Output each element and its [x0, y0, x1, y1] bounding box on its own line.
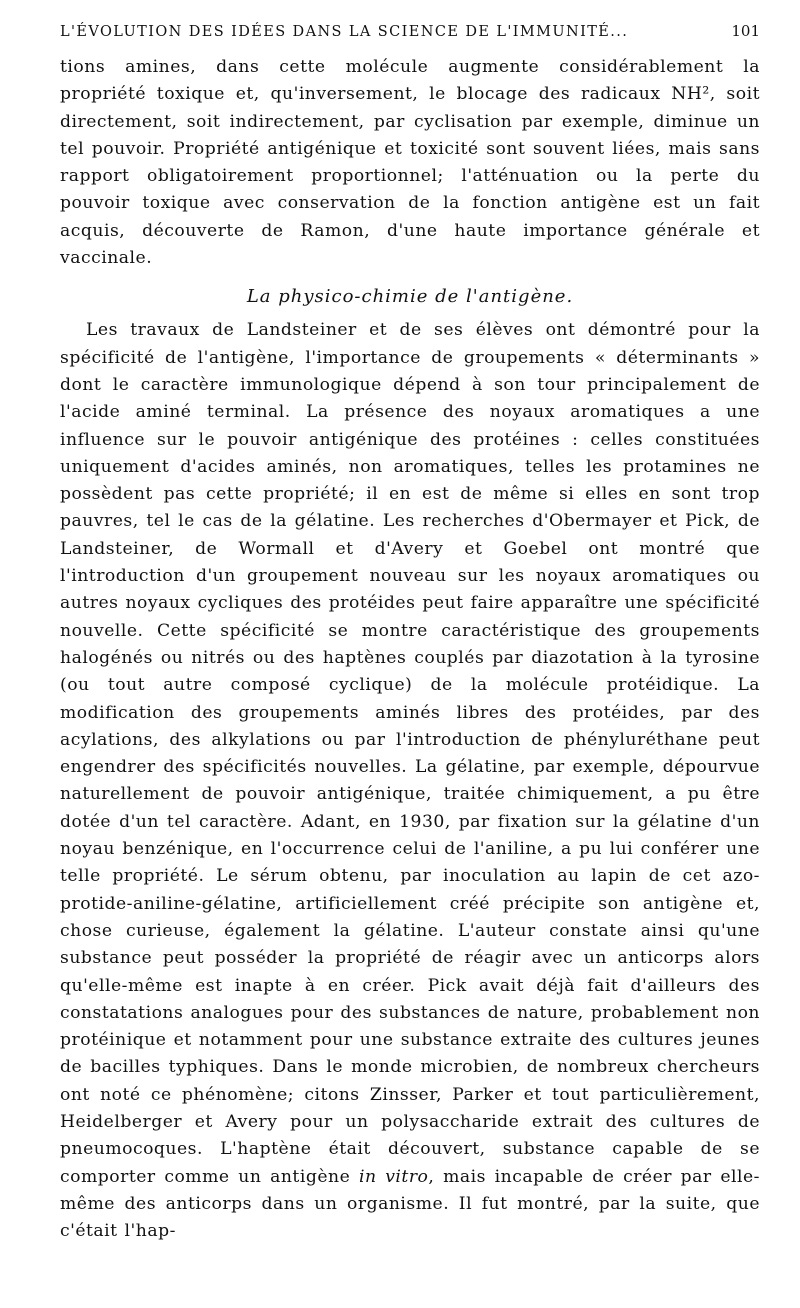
paragraph-main-text: Les travaux de Landsteiner et de ses élèves ont démontré pour la spécificité de l'antigène, l'importance de groupements « déterminants » dont le caractère immunologique dépend à son tour principalement de l'acide aminé terminal. La présence des noyaux aromatiques a une influence sur le pouvoir antigénique des protéines : celles constituées uniquement d'acides aminés, non aromatiques, telles les protamines ne possèdent pas cette propriété; il en est de même si elles en sont trop pauvres, tel le cas de la gélatine. Les recherches d'Obermayer et Pick, de Landsteiner, de Wormall et d'Avery et Goebel ont montré que l'introduction d'un groupement nouveau sur les noyaux aromatiques ou autres noyaux cycliques des protéides peut faire apparaître une spécificité nouvelle. Cette spécificité se montre caractéristique des groupements halogénés ou nitrés ou des haptènes couplés par diazotation à la tyrosine (ou tout autre composé cyclique) de la molécule protéidique. La modification des groupements aminés libres des protéides, par des acylations, des alkylations ou par l'introduction de phényluréthane peut engendrer des spécificités nouvelles. La gélatine, par exemple, dépourvue naturellement de pouvoir antigénique, traitée chimiquement, a pu être dotée d'un tel caractère. Adant, en 1930, par fixation sur la gélatine d'un noyau benzénique, en l'occurrence celui de l'aniline, a pu lui conférer une telle propriété. Le sérum obtenu, par inoculation au lapin de cet azo-protide-aniline-gélatine, artificiellement créé précipite son antigène et, chose curieuse, également la gélatine. L'auteur constate ainsi qu'une substance peut posséder la propriété de réagir avec un anticorps alors qu'elle-même est inapte à en créer. Pick avait déjà fait d'ailleurs des constatations analogues pour des substances de nature, probablement non protéinique et notamment pour une substance extraite des cultures jeunes de bacilles typhiques. Dans le monde microbien, de nombreux chercheurs ont noté ce phénomène; citons Zinsser, Parker et tout particulièrement, Heidelberger et Avery pour un polysaccharide extrait des cultures de pneumocoques. L'haptène était découvert, substance capable de se comporter comme un antigène — [60, 320, 760, 1187]
page — [60, 22, 760, 1245]
section-heading: La physico-chimie de l'antigène. — [246, 286, 574, 308]
in-vitro-term: in vitro — [358, 1166, 429, 1187]
paragraph-continued: tions amines, dans cette molécule augmente considérablement la propriété toxique et, qu'inversement, le blocage des radicaux NH², soit directement, soit indirectement, par cyclisation par exemple, diminue un tel pouvoir. Propriété antigénique et toxicité sont souvent liées, mais sans rapport obligatoirement proportionnel; l'atténuation ou la perte du pouvoir toxique avec conservation de la fonction antigène est un fait acquis, découverte de Ramon, d'une haute importance générale et vaccinale. — [60, 57, 760, 269]
running-title: L'ÉVOLUTION DES IDÉES DANS LA SCIENCE DE L'IMMUNITÉ... — [60, 24, 629, 40]
page-header — [60, 22, 760, 52]
page-number: 101 — [731, 22, 760, 40]
paragraph-main — [60, 317, 760, 1245]
paragraph-main-end: , mais incapable de créer par elle-même des anticorps dans un organisme. Il fut montré, par la suite, que c'était l'hap- — [60, 1166, 760, 1242]
